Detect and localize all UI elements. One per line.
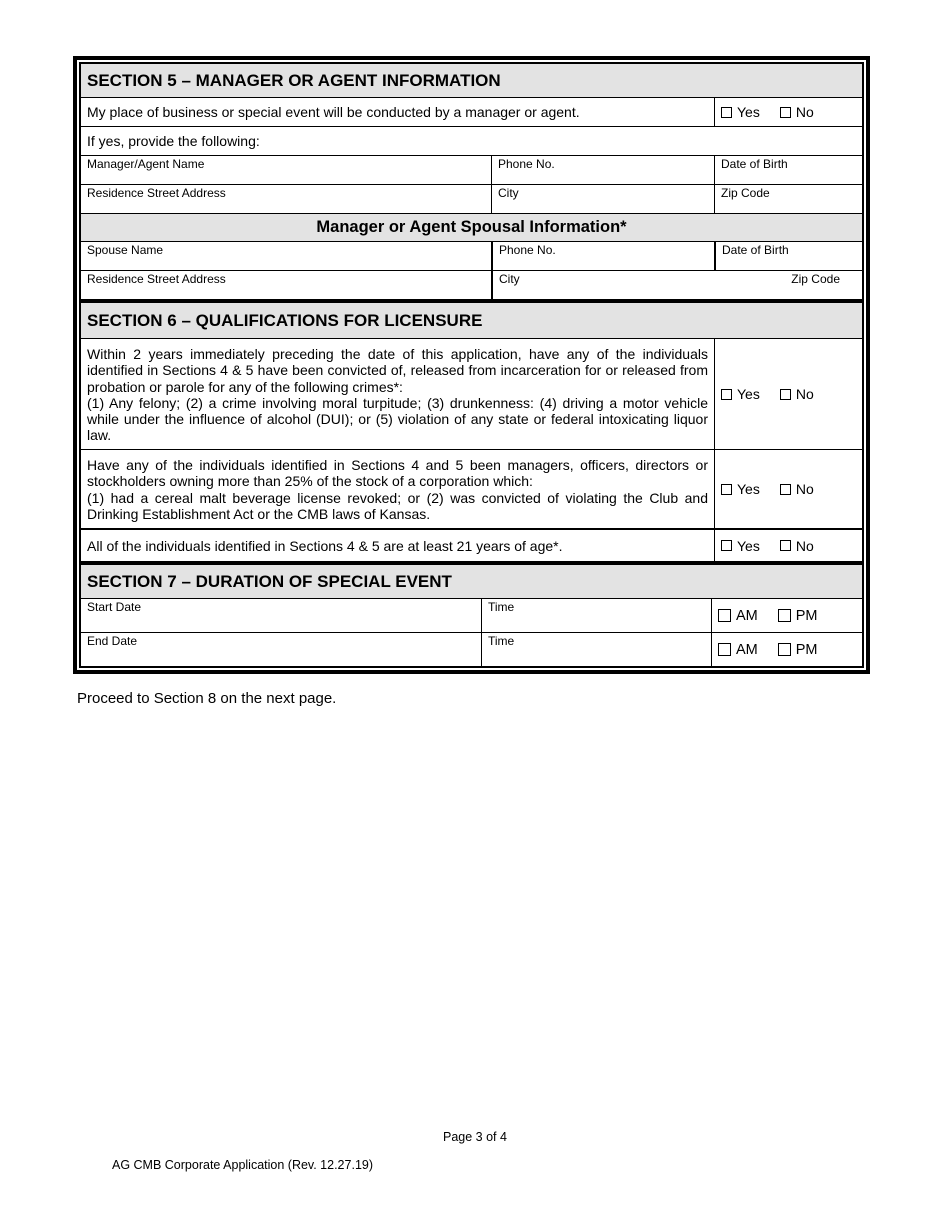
spouse-phone-field[interactable]: Phone No. bbox=[491, 242, 714, 270]
start-row[interactable] bbox=[81, 599, 862, 633]
spouse-address-row[interactable] bbox=[81, 271, 862, 303]
proceed-note: Proceed to Section 8 on the next page. bbox=[77, 690, 337, 707]
page-number: Page 3 of 4 bbox=[443, 1130, 507, 1144]
section6-q1-row bbox=[81, 339, 862, 450]
spouse-residence-field[interactable]: Residence Street Address bbox=[87, 272, 226, 286]
spouse-zip-label: Zip Code bbox=[791, 272, 840, 286]
checkbox-icon[interactable] bbox=[780, 389, 791, 400]
start-am-pm bbox=[711, 599, 862, 632]
end-pm-option[interactable]: PM bbox=[778, 642, 818, 658]
manager-row[interactable] bbox=[81, 156, 862, 185]
checkbox-icon[interactable] bbox=[721, 107, 732, 118]
manager-address-row[interactable] bbox=[81, 185, 862, 214]
section5-if-yes: If yes, provide the following: bbox=[87, 133, 260, 149]
spousal-header bbox=[81, 214, 862, 242]
application-form bbox=[73, 56, 870, 674]
section6-q1: Within 2 years immediately preceding the date of this application, have any of the individuals identified in Sections 4 & 5 have been convicted of, released from incarceration for or released from probation or parole for any of the following crimes*: (1) Any felony; (2) a crime involving moral turpitude; (3) drunkenness: (4) driving a motor vehicle while under the influence of alcohol (DUI); or (5) violation of any state or federal intoxicating liquor law. bbox=[87, 346, 708, 444]
section5-if-yes-row bbox=[81, 127, 862, 156]
manager-phone-field[interactable]: Phone No. bbox=[491, 156, 714, 184]
form-id: AG CMB Corporate Application (Rev. 12.27.19) bbox=[112, 1158, 374, 1172]
start-am-option[interactable]: AM bbox=[718, 608, 758, 624]
section5-question: My place of business or special event will be conducted by a manager or agent. bbox=[87, 104, 580, 120]
section5-title: SECTION 5 – MANAGER OR AGENT INFORMATION bbox=[87, 70, 501, 90]
start-pm-option[interactable]: PM bbox=[778, 608, 818, 624]
q1-yes-option[interactable]: Yes bbox=[721, 386, 760, 402]
section5-no-option[interactable]: No bbox=[780, 104, 814, 120]
checkbox-icon[interactable] bbox=[721, 540, 732, 551]
manager-name-field[interactable]: Manager/Agent Name bbox=[87, 157, 205, 171]
section5-header bbox=[81, 64, 862, 98]
checkbox-icon[interactable] bbox=[721, 389, 732, 400]
section5-question-row bbox=[81, 98, 862, 127]
section7-header bbox=[81, 565, 862, 599]
section6-q2: Have any of the individuals identified in Sections 4 and 5 been managers, officers, directors or stockholders owning more than 25% of the stock of a corporation which: (1) had a cereal malt beverage license revoked; or (2) was convicted of violating the Club and Drinking Establishment Act or the CMB laws of Kansas. bbox=[87, 457, 708, 522]
start-date-field[interactable]: Start Date bbox=[87, 600, 142, 614]
spouse-city-label: City bbox=[499, 272, 520, 286]
checkbox-icon[interactable] bbox=[718, 609, 731, 622]
start-time-field[interactable]: Time bbox=[481, 599, 711, 632]
spouse-city-zip-field[interactable] bbox=[491, 271, 862, 299]
section6-q2-row bbox=[81, 450, 862, 530]
checkbox-icon[interactable] bbox=[780, 107, 791, 118]
section5-yes-no bbox=[714, 98, 862, 126]
end-row[interactable] bbox=[81, 633, 862, 666]
manager-residence-field[interactable]: Residence Street Address bbox=[87, 186, 226, 200]
section6-q1-yes-no bbox=[714, 339, 862, 449]
section6-header bbox=[81, 303, 862, 339]
spouse-dob-field[interactable]: Date of Birth bbox=[714, 242, 862, 270]
q2-no-option[interactable]: No bbox=[780, 481, 814, 497]
end-am-pm bbox=[711, 633, 862, 666]
end-time-field[interactable]: Time bbox=[481, 633, 711, 666]
manager-city-field[interactable]: City bbox=[491, 185, 714, 213]
q1-no-option[interactable]: No bbox=[780, 386, 814, 402]
end-date-field[interactable]: End Date bbox=[87, 634, 138, 648]
section6-q3: All of the individuals identified in Sections 4 & 5 are at least 21 years of age*. bbox=[87, 537, 563, 554]
manager-dob-field[interactable]: Date of Birth bbox=[714, 156, 862, 184]
q3-no-option[interactable]: No bbox=[780, 538, 814, 554]
section6-q3-yes-no bbox=[714, 530, 862, 561]
checkbox-icon[interactable] bbox=[780, 484, 791, 495]
checkbox-icon[interactable] bbox=[778, 609, 791, 622]
checkbox-icon[interactable] bbox=[718, 643, 731, 656]
q3-yes-option[interactable]: Yes bbox=[721, 538, 760, 554]
section6-q3-row bbox=[81, 530, 862, 565]
q2-yes-option[interactable]: Yes bbox=[721, 481, 760, 497]
section5-yes-option[interactable]: Yes bbox=[721, 104, 760, 120]
spousal-title: Manager or Agent Spousal Information* bbox=[316, 218, 627, 236]
section7-title: SECTION 7 – DURATION OF SPECIAL EVENT bbox=[87, 571, 452, 591]
manager-zip-field[interactable]: Zip Code bbox=[714, 185, 862, 213]
checkbox-icon[interactable] bbox=[778, 643, 791, 656]
spouse-row[interactable] bbox=[81, 242, 862, 271]
section6-q2-yes-no bbox=[714, 450, 862, 528]
spouse-name-field[interactable]: Spouse Name bbox=[87, 243, 164, 257]
checkbox-icon[interactable] bbox=[721, 484, 732, 495]
end-am-option[interactable]: AM bbox=[718, 642, 758, 658]
section6-title: SECTION 6 – QUALIFICATIONS FOR LICENSURE bbox=[87, 310, 483, 330]
checkbox-icon[interactable] bbox=[780, 540, 791, 551]
